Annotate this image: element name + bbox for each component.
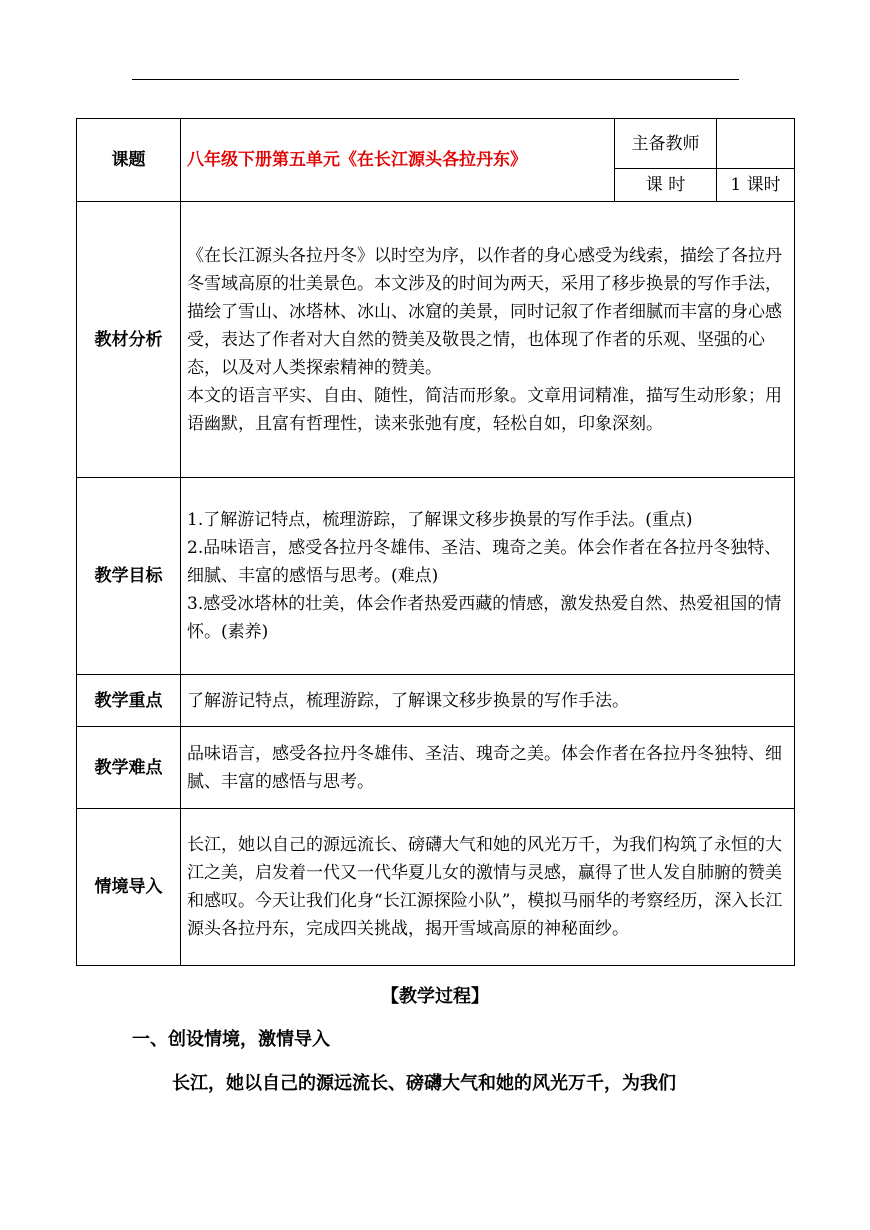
key-text: 了解游记特点，梳理游踪，了解课文移步换景的写作手法。 bbox=[181, 675, 795, 727]
analysis-paragraph-2: 本文的语言平实、自由、随性，简洁而形象。文章用词精准，描写生动形象；用语幽默，且富有哲理性，读来张弛有度，轻松自如，印象深刻。 bbox=[187, 385, 782, 434]
header-rule bbox=[132, 79, 739, 80]
intro-label: 情境导入 bbox=[77, 809, 181, 966]
difficulty-text: 品味语言，感受各拉丹冬雄伟、圣洁、瑰奇之美。体会作者在各拉丹冬独特、细腻、丰富的感悟与思考。 bbox=[181, 727, 795, 809]
key-label: 教学重点 bbox=[77, 675, 181, 727]
hours-value: 1 课时 bbox=[717, 169, 795, 202]
hours-label: 课 时 bbox=[615, 169, 717, 202]
teacher-value bbox=[717, 119, 795, 169]
goal-item-1: 1.了解游记特点，梳理游踪，了解课文移步换景的写作手法。(重点) bbox=[187, 510, 693, 530]
lesson-plan-table bbox=[76, 118, 795, 966]
analysis-paragraph-1: 《在长江源头各拉丹冬》以时空为序，以作者的身心感受为线索，描绘了各拉丹冬雪域高原的壮美景色。本文涉及的时间为两天，采用了移步换景的写作手法，描绘了雪山、冰塔林、冰山、冰窟的美景，同时记叙了作者细腻而丰富的身心感受，表达了作者对大自然的赞美及敬畏之情，也体现了作者的乐观、坚强的心态，以及对人类探索精神的赞美。 bbox=[187, 245, 782, 378]
analysis-content bbox=[181, 202, 795, 478]
teacher-label: 主备教师 bbox=[615, 119, 717, 169]
section-1-title: 一、创设情境，激情导入 bbox=[132, 1029, 330, 1050]
goal-item-3: 3.感受冰塔林的壮美，体会作者热爱西藏的情感，激发热爱自然、热爱祖国的情怀。(素养) bbox=[187, 594, 782, 642]
goal-item-2: 2.品味语言，感受各拉丹冬雄伟、圣洁、瑰奇之美。体会作者在各拉丹冬独特、细腻、丰富的感悟与思考。(难点) bbox=[187, 538, 782, 586]
analysis-label: 教材分析 bbox=[77, 202, 181, 478]
goals-label: 教学目标 bbox=[77, 478, 181, 675]
intro-text: 长江，她以自己的源远流长、磅礴大气和她的风光万千，为我们构筑了永恒的大江之美，启发着一代又一代华夏儿女的激情与灵感，赢得了世人发自肺腑的赞美和感叹。今天让我们化身“长江源探险小队”，模拟马丽华的考察经历，深入长江源头各拉丹东，完成四关挑战，揭开雪域高原的神秘面纱。 bbox=[181, 809, 795, 966]
goals-content bbox=[181, 478, 795, 675]
topic-label: 课题 bbox=[77, 119, 181, 202]
topic-title: 八年级下册第五单元《在长江源头各拉丹东》 bbox=[181, 119, 615, 202]
process-heading: 【教学过程】 bbox=[381, 986, 489, 1007]
difficulty-label: 教学难点 bbox=[77, 727, 181, 809]
section-1-text: 长江，她以自己的源远流长、磅礴大气和她的风光万千，为我们 bbox=[172, 1073, 676, 1094]
